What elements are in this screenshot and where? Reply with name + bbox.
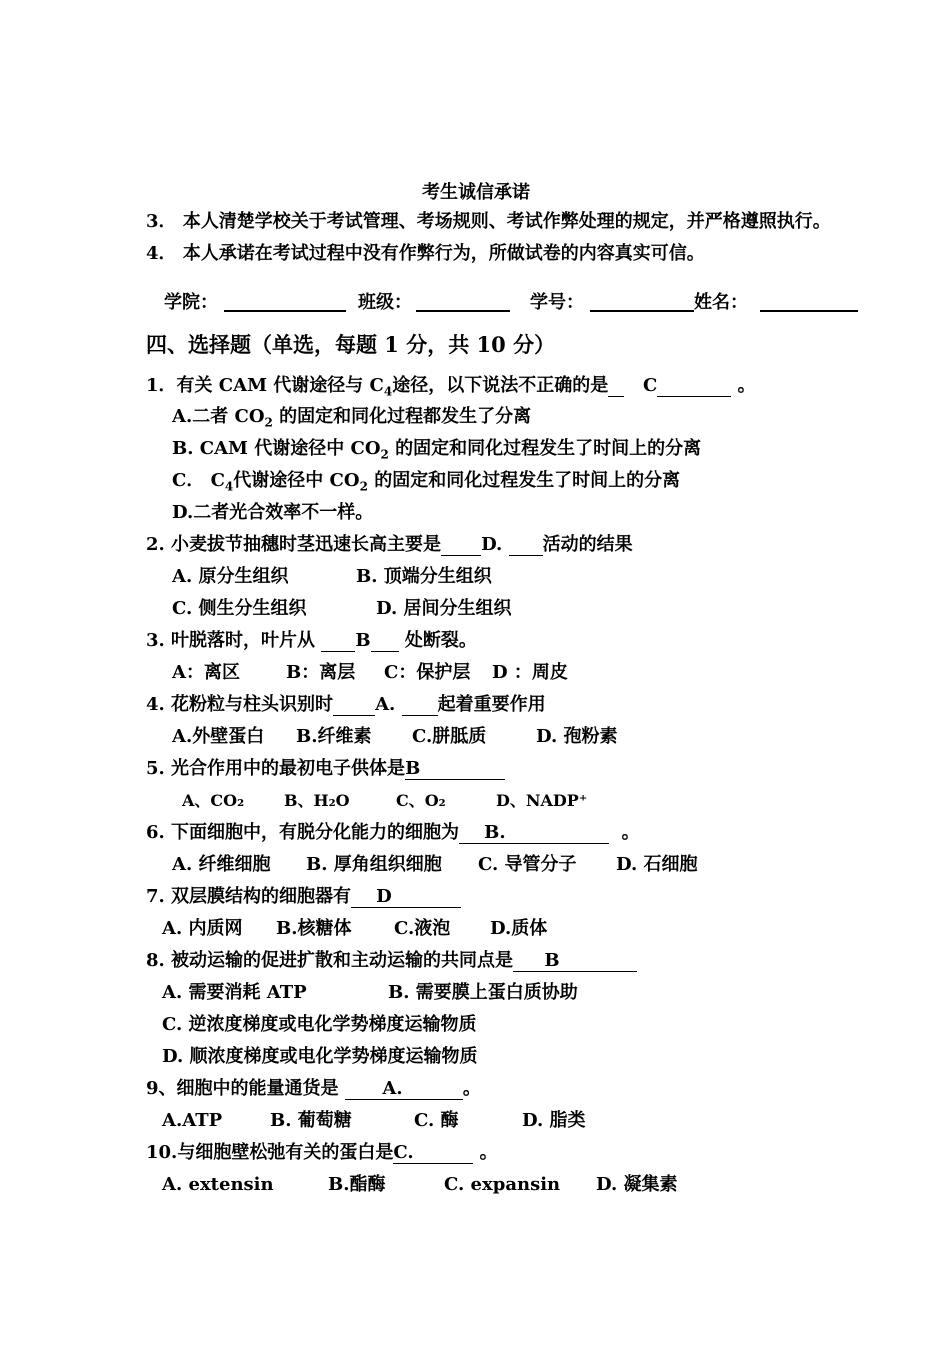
college-label: 学院： <box>164 292 218 313</box>
question-10-blank[interactable] <box>393 1143 473 1164</box>
question-2-blank-pre <box>441 535 481 556</box>
option-text: 代谢途径中 CO <box>233 470 360 491</box>
question-3-option-b: B：离层 <box>286 662 356 683</box>
question-3-stem: 3. 叶脱落时，叶片从 <box>146 630 316 651</box>
question-5-option-d: D、NADP⁺ <box>496 791 588 810</box>
option-text: 的固定和同化过程发生了时间上的分离 <box>388 438 702 459</box>
question-8 <box>146 949 637 973</box>
question-9-option-d: D. 脂类 <box>522 1110 586 1131</box>
question-6-option-c: C. 导管分子 <box>478 854 577 875</box>
question-5-option-b: B、H₂O <box>284 791 350 810</box>
question-5 <box>146 757 505 781</box>
question-3-blank-pre <box>321 631 355 652</box>
question-8-option-c: C. 逆浓度梯度或电化学势梯度运输物质 <box>162 1014 477 1035</box>
option-sub: 2 <box>380 447 389 462</box>
question-2-end: 活动的结果 <box>542 534 633 555</box>
question-7-option-d: D.质体 <box>490 918 548 939</box>
question-6-end: 。 <box>621 822 640 843</box>
question-10-option-d: D. 凝集素 <box>596 1174 678 1195</box>
question-8-option-b: B. 需要膜上蛋白质协助 <box>388 982 578 1003</box>
name-field[interactable] <box>760 310 858 312</box>
question-1-stem-a: 1．有关 CAM 代谢途径与 C <box>146 375 384 396</box>
class-label: 班级： <box>358 292 412 313</box>
option-text: A.二者 CO <box>172 406 265 427</box>
question-7-blank[interactable] <box>351 887 461 908</box>
question-7-stem: 7. 双层膜结构的细胞器有 <box>146 886 352 907</box>
question-9-stem: 9、细胞中的能量通货是 <box>146 1078 339 1099</box>
question-9-blank[interactable] <box>345 1079 463 1100</box>
question-5-answer: B <box>405 758 421 779</box>
question-6-answer: B. <box>484 822 506 843</box>
question-10-answer: C. <box>393 1142 414 1163</box>
question-3-option-a: A：离区 <box>172 662 240 683</box>
question-2-option-c: C. 侧生分生组织 <box>172 598 307 619</box>
question-1-answer: C <box>643 375 658 396</box>
question-5-stem: 5. 光合作用中的最初电子供体是 <box>146 758 406 779</box>
question-5-option-a: A、CO₂ <box>182 791 245 810</box>
question-9-option-a: A.ATP <box>162 1110 223 1131</box>
class-field[interactable] <box>416 310 510 312</box>
question-9-option-c: C. 酶 <box>414 1110 459 1131</box>
question-10-option-a: A. extensin <box>162 1174 274 1195</box>
option-text: 的固定和同化过程都发生了分离 <box>272 406 532 427</box>
question-2-option-a: A. 原分生组织 <box>172 566 289 587</box>
question-8-stem: 8. 被动运输的促进扩散和主动运输的共同点是 <box>146 950 514 971</box>
question-3-answer: B <box>355 630 371 651</box>
question-8-answer: B <box>544 950 560 971</box>
question-6-option-b: B. 厚角组织细胞 <box>306 854 442 875</box>
question-10-option-c: C. expansin <box>444 1174 561 1195</box>
question-3-end: 处断裂。 <box>398 630 477 651</box>
question-3-option-d: D ：周皮 <box>492 662 568 683</box>
question-7-option-c: C.液泡 <box>394 918 451 939</box>
question-1-option-a <box>172 405 531 435</box>
section-title: 四、选择题（单选，每题 1 分，共 10 分） <box>146 332 556 357</box>
question-3-option-c: C：保护层 <box>384 662 471 683</box>
question-4 <box>146 693 546 717</box>
question-4-option-c: C.胼胝质 <box>412 726 487 747</box>
question-1 <box>146 374 756 404</box>
question-9-option-b: B. 葡萄糖 <box>270 1110 352 1131</box>
option-text: 的固定和同化过程发生了时间上的分离 <box>367 470 681 491</box>
question-4-end: 起着重要作用 <box>437 694 546 715</box>
question-4-blank[interactable] <box>402 695 438 716</box>
question-6-option-a: A. 纤维细胞 <box>172 854 271 875</box>
question-7 <box>146 885 461 909</box>
question-4-option-d: D. 孢粉素 <box>536 726 618 747</box>
student-id-field[interactable] <box>590 310 694 312</box>
question-4-option-b: B.纤维素 <box>296 726 372 747</box>
question-2-answer: D. <box>481 534 503 555</box>
question-2-stem: 2. 小麦拔节抽穗时茎迅速长高主要是 <box>146 534 442 555</box>
question-8-option-d: D. 顺浓度梯度或电化学势梯度运输物质 <box>162 1046 478 1067</box>
question-6 <box>146 821 640 845</box>
college-field[interactable] <box>224 310 346 312</box>
pledge-item-3: 3． 本人清楚学校关于考试管理、考场规则、考试作弊处理的规定，并严格遵照执行。 <box>146 211 831 232</box>
question-5-blank[interactable] <box>405 759 505 780</box>
question-1-stem-b: 途径，以下说法不正确的是 <box>392 375 609 396</box>
question-8-option-a: A. 需要消耗 ATP <box>162 982 307 1003</box>
question-4-answer: A. <box>375 694 396 715</box>
pledge-item-4: 4． 本人承诺在考试过程中没有作弊行为，所做试卷的内容真实可信。 <box>146 243 705 264</box>
question-7-answer: D <box>376 886 392 907</box>
question-4-option-a: A.外壁蛋白 <box>172 726 265 747</box>
question-9 <box>146 1077 481 1101</box>
option-text: B. CAM 代谢途径中 CO <box>172 438 381 459</box>
question-10 <box>146 1141 498 1165</box>
option-text: C． C <box>172 470 225 491</box>
question-1-option-c <box>172 469 680 499</box>
question-1-blank-pre <box>608 376 624 397</box>
pledge-title: 考生诚信承诺 <box>422 182 530 203</box>
student-info-row <box>164 288 864 314</box>
question-1-blank[interactable] <box>657 376 731 397</box>
question-4-blank-pre <box>333 695 375 716</box>
option-sub: 2 <box>264 415 273 430</box>
question-10-end: 。 <box>473 1142 498 1163</box>
question-1-end: 。 <box>737 375 756 396</box>
question-6-option-d: D. 石细胞 <box>616 854 698 875</box>
question-3-blank[interactable] <box>371 631 399 652</box>
question-6-blank[interactable] <box>459 823 609 844</box>
question-1-option-b <box>172 437 701 467</box>
question-3 <box>146 629 477 653</box>
question-10-option-b: B.酯酶 <box>328 1174 386 1195</box>
question-9-answer: A. <box>382 1078 403 1099</box>
question-10-stem: 10.与细胞壁松弛有关的蛋白是 <box>146 1142 394 1163</box>
question-2-option-d: D. 居间分生组织 <box>376 598 512 619</box>
question-5-option-c: C、O₂ <box>396 791 446 810</box>
question-4-stem: 4. 花粉粒与柱头识别时 <box>146 694 334 715</box>
question-7-option-a: A. 内质网 <box>162 918 243 939</box>
question-2-blank[interactable] <box>509 535 543 556</box>
question-9-end: 。 <box>462 1078 481 1099</box>
question-7-option-b: B.核糖体 <box>276 918 352 939</box>
student-id-label: 学号： <box>530 292 584 313</box>
option-sub: 2 <box>359 479 368 494</box>
name-label: 姓名： <box>694 292 748 313</box>
question-2 <box>146 533 633 557</box>
question-2-option-b: B. 顶端分生组织 <box>356 566 492 587</box>
question-1-sub: 4 <box>383 384 393 399</box>
question-1-option-d: D.二者光合效率不一样。 <box>172 502 374 523</box>
question-6-stem: 6. 下面细胞中，有脱分化能力的细胞为 <box>146 822 460 843</box>
question-8-blank[interactable] <box>513 951 637 972</box>
option-sub: 4 <box>224 479 234 494</box>
